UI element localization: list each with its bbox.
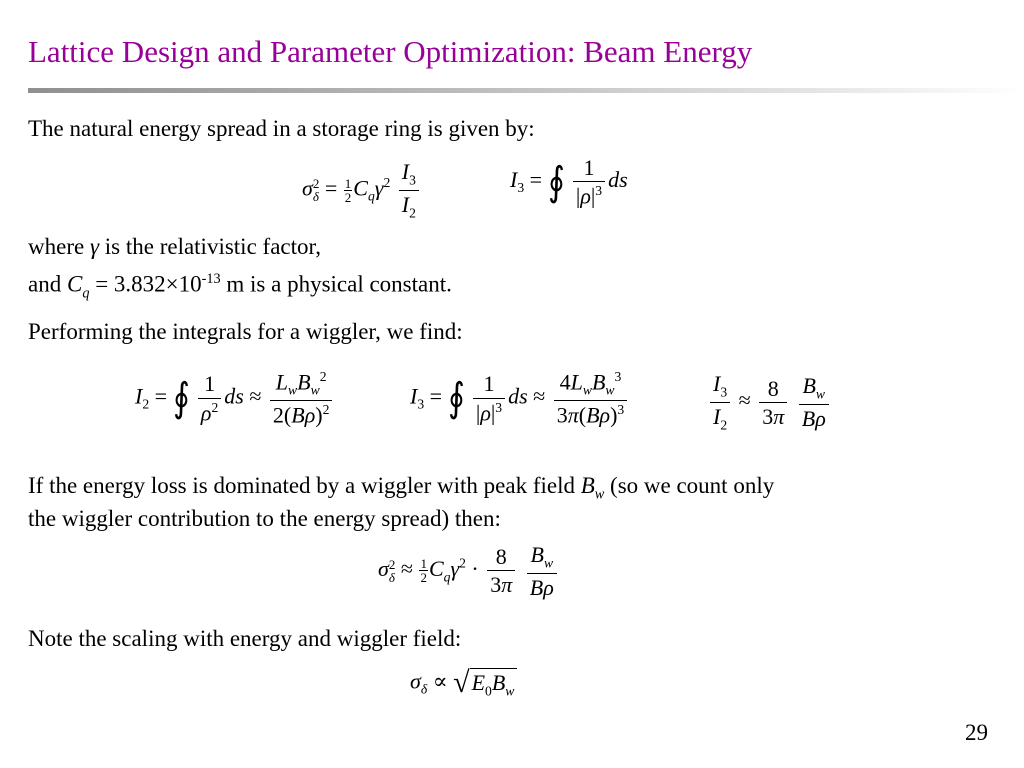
wiggler-intro-text: Performing the integrals for a wiggler, we find:	[28, 319, 463, 344]
slide-title: Lattice Design and Parameter Optimization: Beam Energy	[28, 34, 753, 69]
wiggler-spread-equation: σ 2 δ ≈ $\frac{1}{2}$ $C_q\gamma^2$ · $\frac{8}{3\pi}$ $\frac{B_w}{B\rho}$	[378, 543, 560, 599]
energy-loss-text-line1: If the energy loss is dominated by a wiggler with peak field $B_w$ (so we count only	[28, 473, 775, 503]
energy-loss-text-line2: the wiggler contribution to the energy spread) then:	[28, 506, 501, 531]
scaling-equation: $\sigma_\delta$ ∝ √ $E_0B_w$	[410, 668, 517, 698]
i3-wiggler-equation: $I_3$ = ∮ $\frac{1}{|\rho|^3}$ ds ≈ $4L_wB_w^3$ $3\pi(B\rho)^3$	[410, 370, 630, 426]
ratio-wiggler-equation: $\frac{I_3}{I_2}$ ≈ $\frac{8}{3\pi}$ $\frac{B_w}{B\rho}$	[707, 372, 832, 432]
page-number: 29	[965, 720, 988, 745]
intro-text: The natural energy spread in a storage ring is given by:	[28, 116, 535, 141]
i2-wiggler-equation: $I_2$ = ∮ $\frac{1}{\rho^2}$ ds ≈ $L_wB_w^2$ $2(B\rho)^2$	[135, 370, 335, 426]
energy-spread-equation: σ 2 δ = $\frac{1}{2}$ $C_q\gamma^2$ $\frac{I_3}{I_2}$	[302, 160, 422, 220]
scaling-note-text: Note the scaling with energy and wiggler field:	[28, 626, 462, 651]
title-underline	[28, 88, 1024, 93]
cq-description: and $C_q = 3.832\times 10^{-13}$ m is a physical constant.	[28, 271, 452, 302]
gamma-description: where γ is the relativistic factor,	[28, 234, 321, 259]
i3-definition-equation: $I_3$ = ∮ $\frac{1}{|\rho|^3}$ ds	[510, 155, 628, 209]
